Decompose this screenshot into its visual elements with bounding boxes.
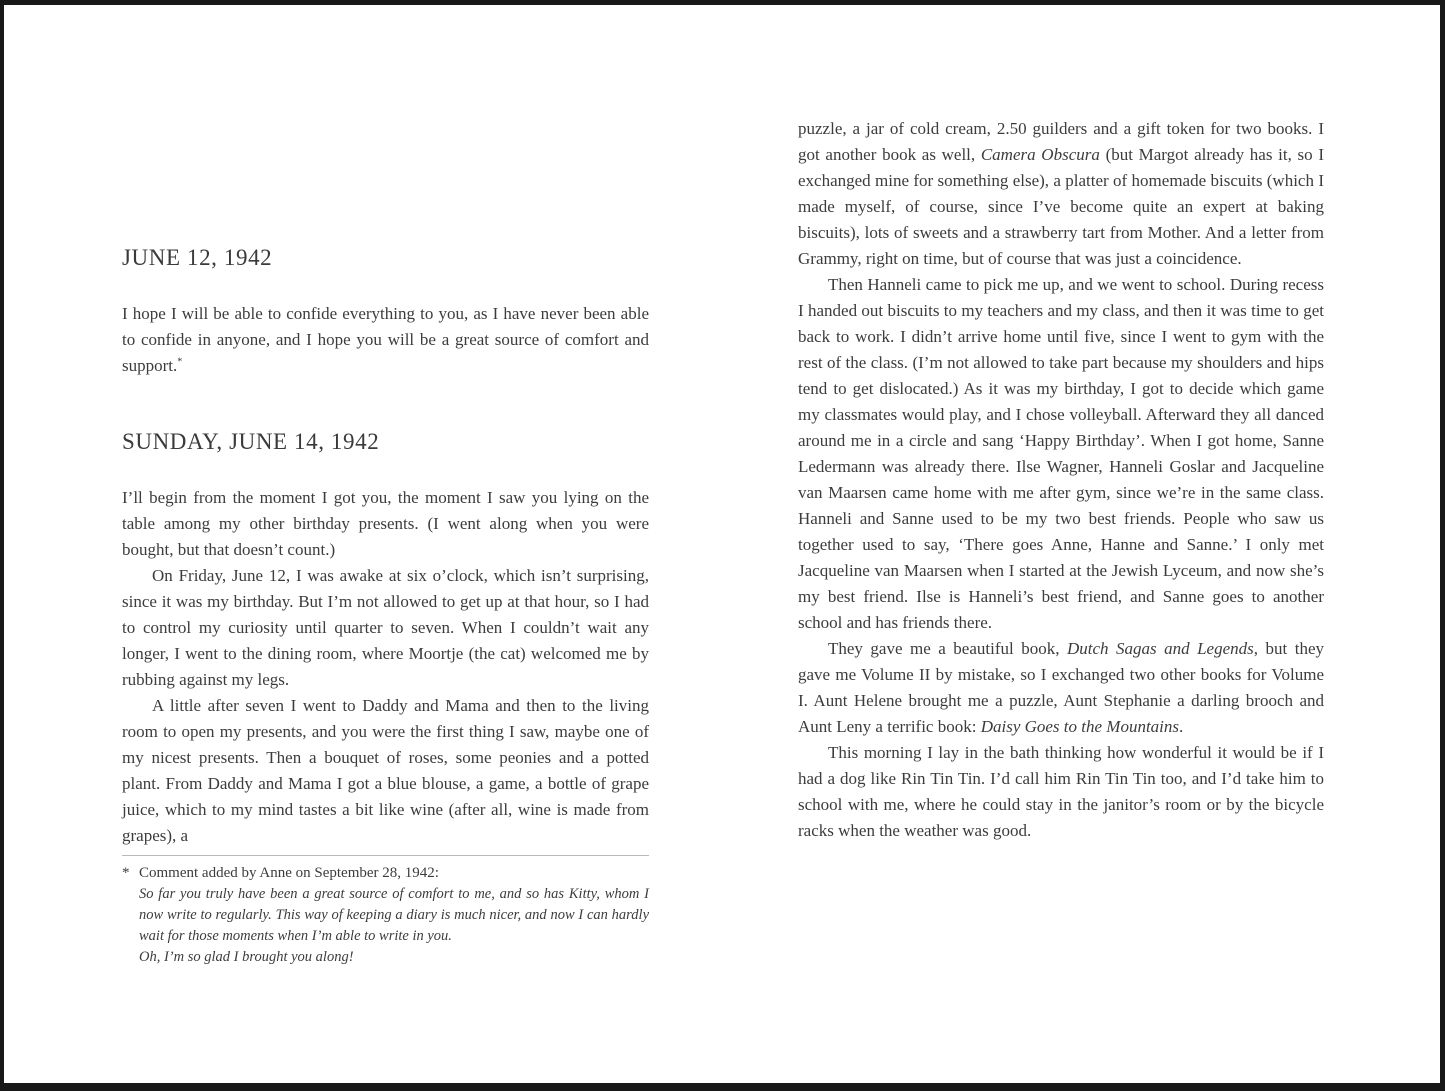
footnote-italic-paragraph: Oh, I’m so glad I brought you along! [139, 949, 354, 965]
text-run: Then Hanneli came to pick me up, and we went to school. During recess I handed out biscuits to my teachers and my class, and then it was time to get back to work. I didn’t arrive home until five, since I went to gym with the rest of the class. (I’m not allowed to take part because my shoulders and hips tend to get dislocated.) As it was my birthday, I got to decide which game my classmates would play, and I chose volleyball. Afterward they all danced around me in a circle and sang ‘Happy Birthday’. When I got home, Sanne Ledermann was already there. Ilse Wagner, Hanneli Goslar and Jacqueline van Maarsen came home with me after gym, since we’re in the same class. Hanneli and Sanne used to be my two best friends. People who saw us together used to say, ‘There goes Anne, Hanne and Sanne.’ I only met Jacqueline van Maarsen when I started at the Jewish Lyceum, and now she’s my best friend. Ilse is Hanneli’s best friend, and Sanne goes to another school and has friends there. [798, 275, 1324, 632]
text-run: On Friday, June 12, I was awake at six o’clock, which isn’t surprising, since it was my birthday. But I’m not allowed to get up at that hour, so I had to control my curiosity until quarter to seven. When I couldn’t wait any longer, I went to the dining room, where Moortje (the cat) welcomed me by rubbing against my legs. [122, 566, 649, 689]
body-paragraph [122, 563, 649, 693]
body-paragraph [122, 485, 649, 563]
body-paragraph [122, 301, 649, 379]
right-page [798, 116, 1324, 844]
text-run: puzzle, a jar of cold cream, 2.50 guilders and a gift token for two books. I got another book as well, [798, 119, 1324, 164]
text-run: . [1179, 717, 1184, 736]
footnote-heading-line [122, 863, 649, 884]
body-paragraph [122, 693, 649, 849]
text-run: (but Margot already has it, so I exchanged mine for something else), a platter of homemade biscuits (which I made myself, of course, since I’ve become quite an expert at baking biscuits), lots of sweets and a strawberry tart from Mother. And a letter from Grammy, right on time, but of course that was just a coincidence. [798, 145, 1324, 268]
text-run: They gave me a beautiful book, [828, 639, 1067, 658]
text-run: A little after seven I went to Daddy and Mama and then to the living room to open my presents, and you were the first thing I saw, maybe one of my nicest presents. Then a bouquet of roses, some peonies and a potted plant. From Daddy and Mama I got a blue blouse, a game, a bottle of grape juice, which to my mind tastes a bit like wine (after all, wine is made from grapes), a [122, 696, 649, 845]
left-page [122, 243, 649, 849]
body-paragraph [798, 636, 1324, 740]
footnote [122, 855, 649, 968]
footnote-divider [122, 855, 649, 856]
footnote-italic-text [122, 884, 649, 968]
right-page-body [798, 116, 1324, 844]
footnote-reference-asterisk: * [177, 356, 183, 368]
footnote-italic-paragraph: So far you truly have been a great source of comfort to me, and so has Kitty, whom I now write to regularly. This way of keeping a diary is much nicer, and now I can hardly wait for those moments when I’m able to write in you. [139, 886, 649, 944]
body-paragraph [798, 116, 1324, 272]
footnote-marker: * [122, 865, 130, 881]
italic-run: Camera Obscura [980, 145, 1100, 164]
text-run: , but they gave me Volume II by mistake, so I exchanged two other books for Volume I. Aunt Helene brought me a puzzle, Aunt Stephanie a darling brooch and Aunt Leny a terrific book: [798, 639, 1324, 736]
diary-entry-1 [122, 427, 649, 849]
footnote-label: Comment added by Anne on September 28, 1942: [139, 865, 439, 881]
entry-date-heading: JUNE 12, 1942 [122, 245, 273, 270]
text-run: I hope I will be able to confide everything to you, as I have never been able to confide in anyone, and I hope you will be a great source of comfort and support. [122, 304, 649, 375]
entry-date-heading: SUNDAY, JUNE 14, 1942 [122, 429, 380, 454]
text-run: This morning I lay in the bath thinking how wonderful it would be if I had a dog like Rin Tin Tin. I’d call him Rin Tin Tin too, and I’d take him to school with me, where he could stay in the janitor’s room or by the bicycle racks when the weather was good. [798, 743, 1324, 840]
left-page-body [122, 243, 649, 849]
italic-run: Daisy Goes to the Mountains [980, 717, 1180, 736]
body-paragraph [798, 272, 1324, 636]
italic-run: Dutch Sagas and Legends [1066, 639, 1254, 658]
text-run: I’ll begin from the moment I got you, the moment I saw you lying on the table among my other birthday presents. (I went along when you were bought, but that doesn’t count.) [122, 488, 649, 559]
diary-entry-0 [122, 243, 649, 379]
body-paragraph [798, 740, 1324, 844]
